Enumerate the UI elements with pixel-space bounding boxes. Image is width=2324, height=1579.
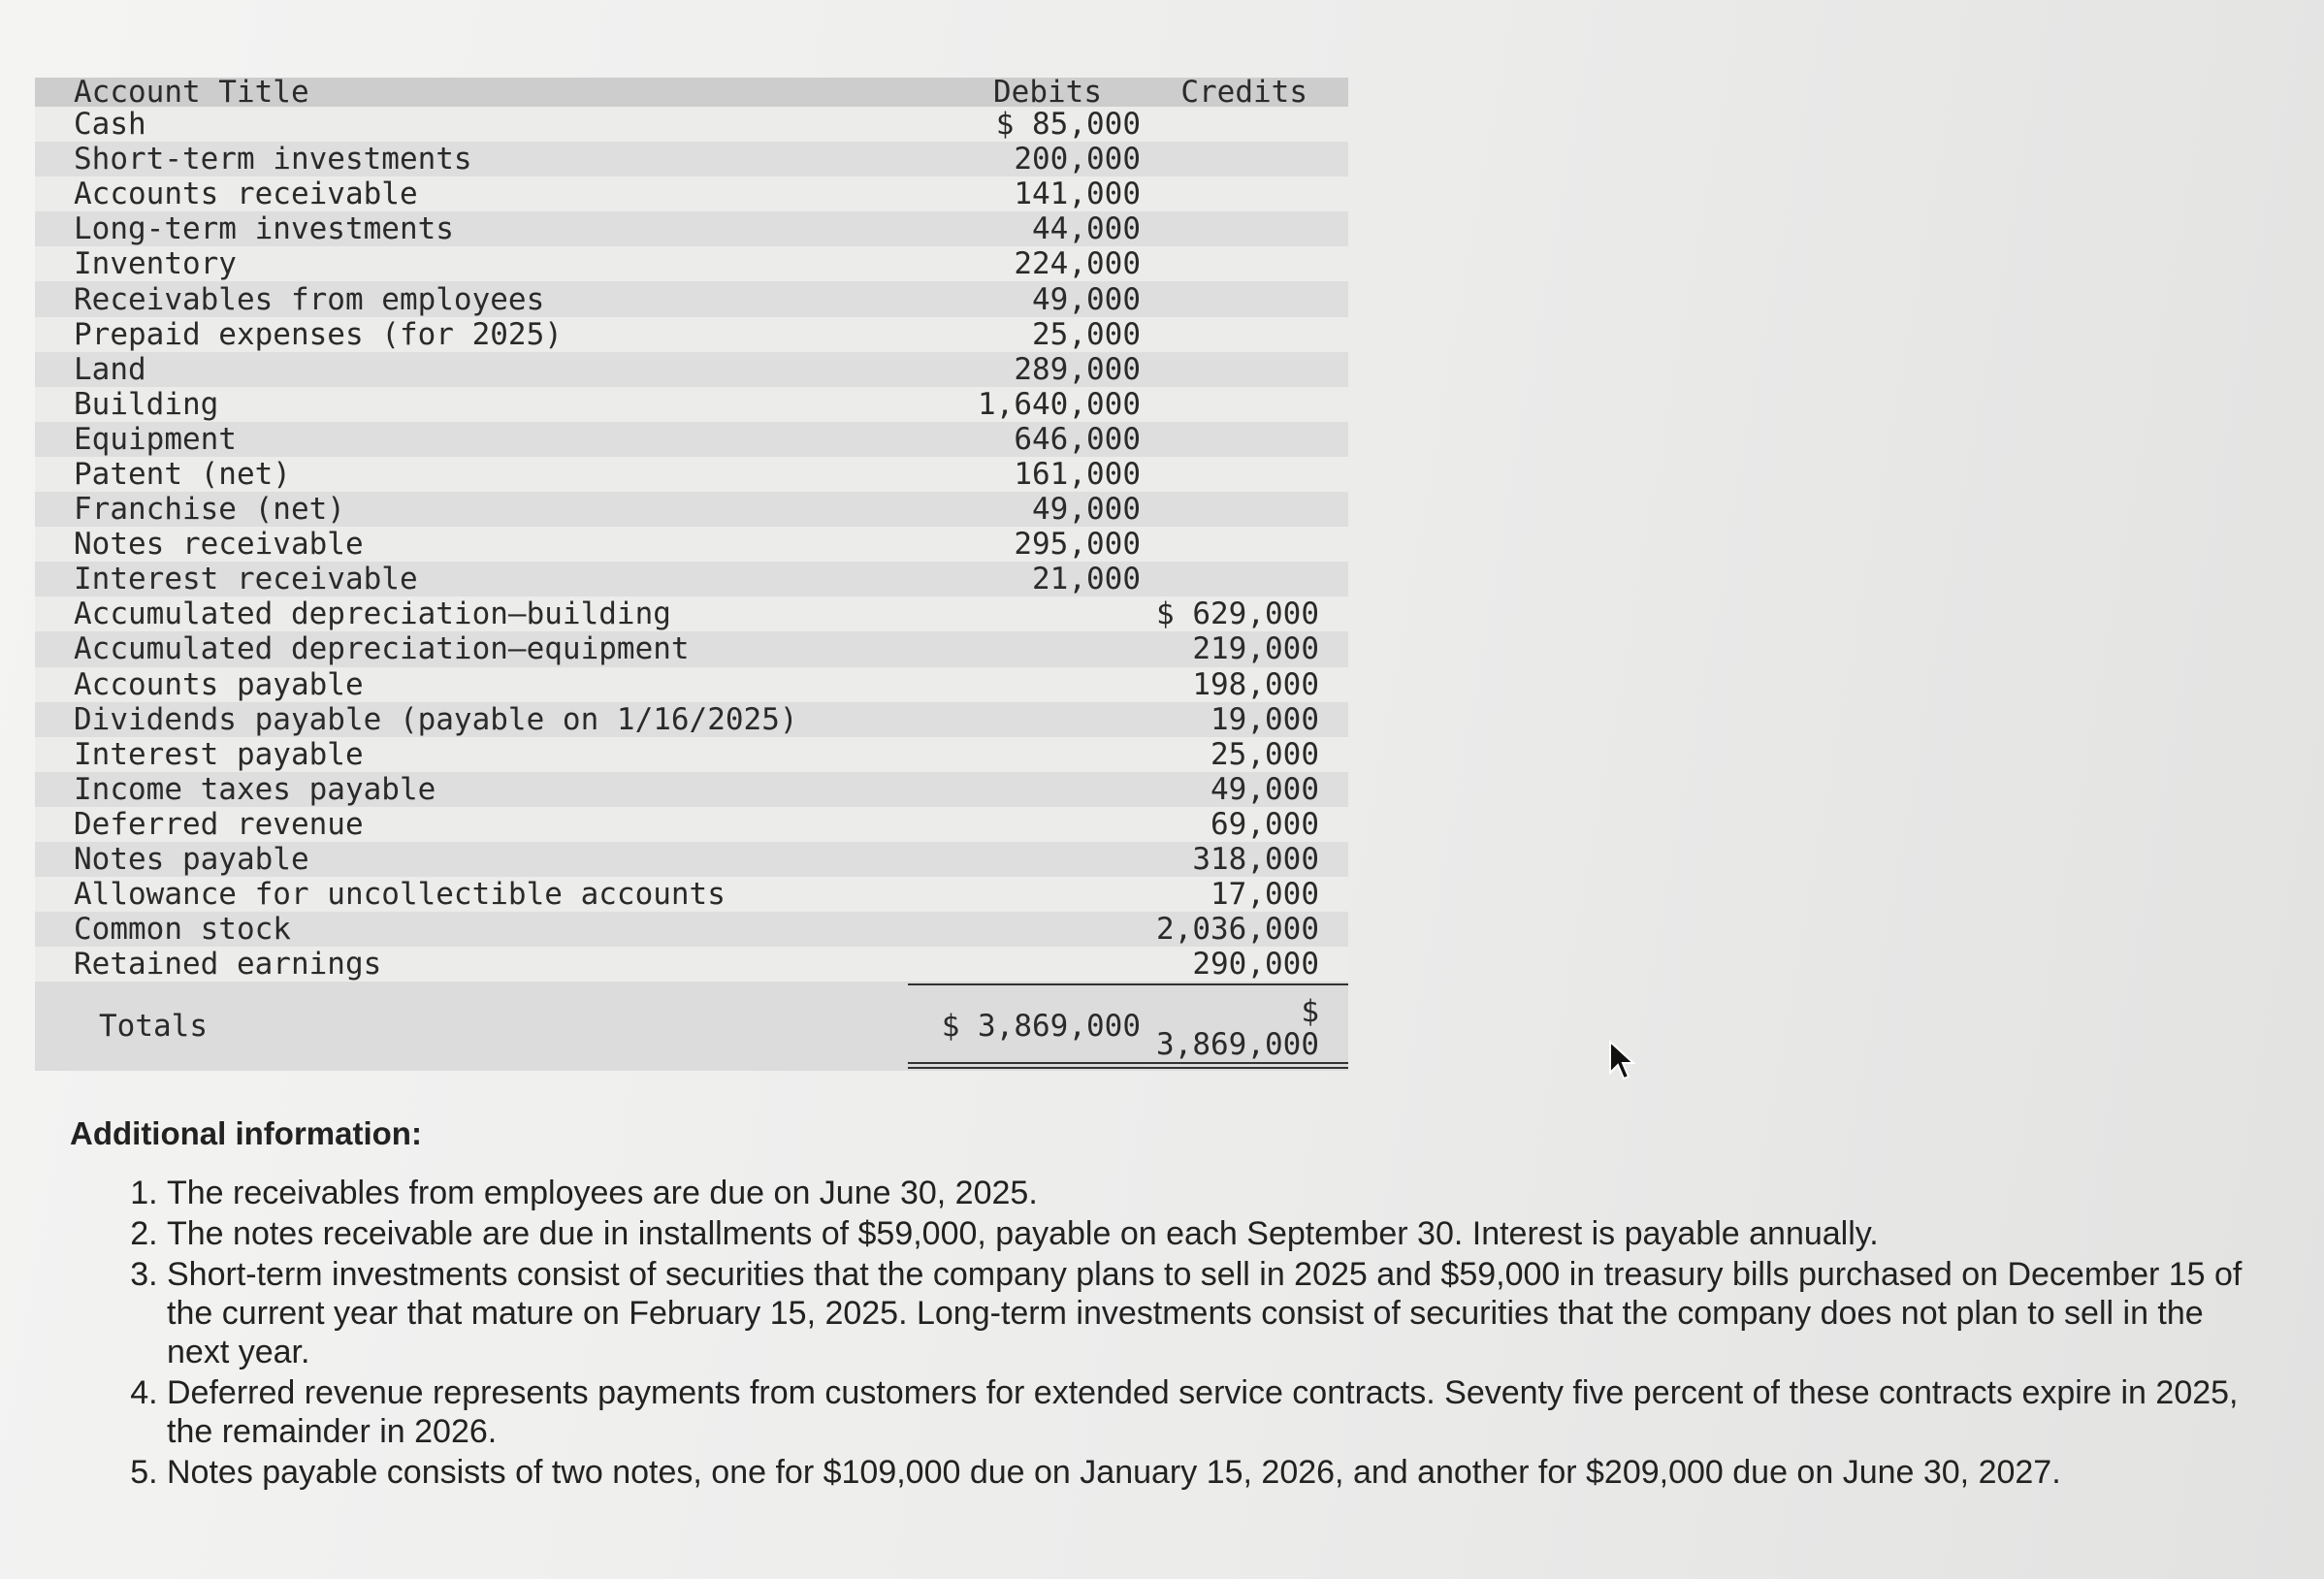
- table-row: [35, 631, 1348, 666]
- debit-cell: 25,000: [1032, 316, 1141, 352]
- table-row: [35, 492, 1348, 527]
- credit-cell: 49,000: [1210, 771, 1319, 807]
- table-body: [35, 107, 1348, 982]
- debit-cell: 646,000: [1014, 421, 1141, 457]
- account-title-cell: Common stock: [74, 912, 291, 948]
- debit-cell: 224,000: [1014, 246, 1141, 282]
- totals-debit: $ 3,869,000: [941, 1009, 1141, 1045]
- credit-cell: 69,000: [1210, 806, 1319, 842]
- debit-cell: 44,000: [1032, 211, 1141, 247]
- debit-cell: 21,000: [1032, 562, 1141, 597]
- account-title-cell: Land: [74, 351, 146, 387]
- mouse-cursor-icon: [1608, 1040, 1635, 1082]
- table-row: [35, 667, 1348, 702]
- list-item: 4. Deferred revenue represents payments from customers for extended service contracts. Seventy five percent of these contracts expire in 2025, the remainder in 2026.: [167, 1373, 2262, 1451]
- table-row: [35, 877, 1348, 912]
- list-item: 3. Short-term investments consist of securities that the company plans to sell in 2025 and $59,000 in treasury bills purchased on December 15 of the current year that mature on February 15, 2025. Long-term investments consist of securities that the company does not plan to sell in the next year.: [167, 1255, 2262, 1371]
- account-title-cell: Inventory: [74, 246, 237, 282]
- credit-cell: 318,000: [1192, 842, 1319, 878]
- totals-credit: [1141, 991, 1348, 1061]
- total-double-underline: [908, 1062, 1348, 1069]
- debit-cell: 49,000: [1032, 281, 1141, 317]
- account-title-cell: Income taxes payable: [74, 771, 436, 807]
- additional-information: [70, 1115, 2262, 1494]
- table-row: [35, 317, 1348, 352]
- account-title-cell: Notes receivable: [74, 527, 364, 563]
- account-title-cell: Allowance for uncollectible accounts: [74, 877, 726, 913]
- header-account-title: Account Title: [74, 75, 309, 110]
- credit-cell: $ 629,000: [1156, 596, 1319, 632]
- credit-cell: 290,000: [1192, 947, 1319, 983]
- debit-cell: 289,000: [1014, 351, 1141, 387]
- table-row: [35, 702, 1348, 737]
- table-row: [35, 596, 1348, 631]
- debit-cell: 161,000: [1014, 456, 1141, 492]
- account-title-cell: Accounts receivable: [74, 177, 418, 212]
- debit-cell: 141,000: [1014, 177, 1141, 212]
- table-row: [35, 737, 1348, 772]
- debit-cell: 295,000: [1014, 527, 1141, 563]
- table-row: [35, 352, 1348, 387]
- table-row: [35, 912, 1348, 947]
- table-row: [35, 842, 1348, 877]
- table-row: [35, 947, 1348, 982]
- list-item: 5. Notes payable consists of two notes, one for $109,000 due on January 15, 2026, and another for $209,000 due on June 30, 2027.: [167, 1453, 2262, 1492]
- account-title-cell: Accumulated depreciation–building: [74, 596, 671, 632]
- account-title-cell: Receivables from employees: [74, 281, 545, 317]
- account-title-cell: Cash: [74, 107, 146, 143]
- table-row: [35, 177, 1348, 211]
- account-title-cell: Long-term investments: [74, 211, 454, 247]
- totals-label: Totals: [99, 1009, 208, 1045]
- account-title-cell: Short-term investments: [74, 142, 472, 177]
- table-row: [35, 807, 1348, 842]
- table-row: [35, 457, 1348, 492]
- debit-cell: 1,640,000: [978, 386, 1141, 422]
- table-row: [35, 387, 1348, 422]
- credit-cell: 198,000: [1192, 666, 1319, 702]
- table-row: [35, 281, 1348, 316]
- totals-credit-symbol: $: [1301, 994, 1319, 1030]
- account-title-cell: Retained earnings: [74, 947, 382, 983]
- table-row: [35, 527, 1348, 562]
- credit-cell: 19,000: [1210, 701, 1319, 737]
- totals-credit-amount: 3,869,000: [1156, 1027, 1319, 1063]
- table-row: [35, 422, 1348, 457]
- account-title-cell: Deferred revenue: [74, 806, 364, 842]
- account-title-cell: Interest payable: [74, 736, 364, 772]
- table-row: [35, 562, 1348, 596]
- totals-row: [35, 982, 1348, 1071]
- total-underline: [908, 983, 1348, 985]
- header-credits: Credits: [1180, 75, 1307, 110]
- table-row: [35, 246, 1348, 281]
- list-item: 1. The receivables from employees are due on June 30, 2025.: [167, 1174, 2262, 1212]
- table-row: [35, 772, 1348, 807]
- account-title-cell: Accounts payable: [74, 666, 364, 702]
- account-title-cell: Patent (net): [74, 456, 291, 492]
- account-title-cell: Building: [74, 386, 219, 422]
- additional-heading: Additional information:: [70, 1115, 422, 1151]
- debit-cell: 49,000: [1032, 492, 1141, 528]
- list-item: 2. The notes receivable are due in installments of $59,000, payable on each September 30. Interest is payable annually.: [167, 1214, 2262, 1253]
- table-row: [35, 142, 1348, 177]
- credit-cell: 219,000: [1192, 631, 1319, 667]
- account-title-cell: Notes payable: [74, 842, 309, 878]
- account-title-cell: Dividends payable (payable on 1/16/2025): [74, 701, 798, 737]
- credit-cell: 17,000: [1210, 877, 1319, 913]
- debit-cell: 200,000: [1014, 142, 1141, 177]
- debit-cell: $ 85,000: [995, 107, 1141, 143]
- credit-cell: 25,000: [1210, 736, 1319, 772]
- credit-cell: 2,036,000: [1156, 912, 1319, 948]
- account-title-cell: Accumulated depreciation–equipment: [74, 631, 690, 667]
- account-title-cell: Prepaid expenses (for 2025): [74, 316, 563, 352]
- account-title-cell: Equipment: [74, 421, 237, 457]
- account-title-cell: Interest receivable: [74, 562, 418, 597]
- trial-balance-table: [35, 75, 1348, 1071]
- account-title-cell: Franchise (net): [74, 492, 345, 528]
- table-row: [35, 107, 1348, 142]
- table-header: [35, 75, 1348, 110]
- header-debits: Debits: [993, 75, 1102, 110]
- table-row: [35, 211, 1348, 246]
- additional-list: [70, 1174, 2262, 1492]
